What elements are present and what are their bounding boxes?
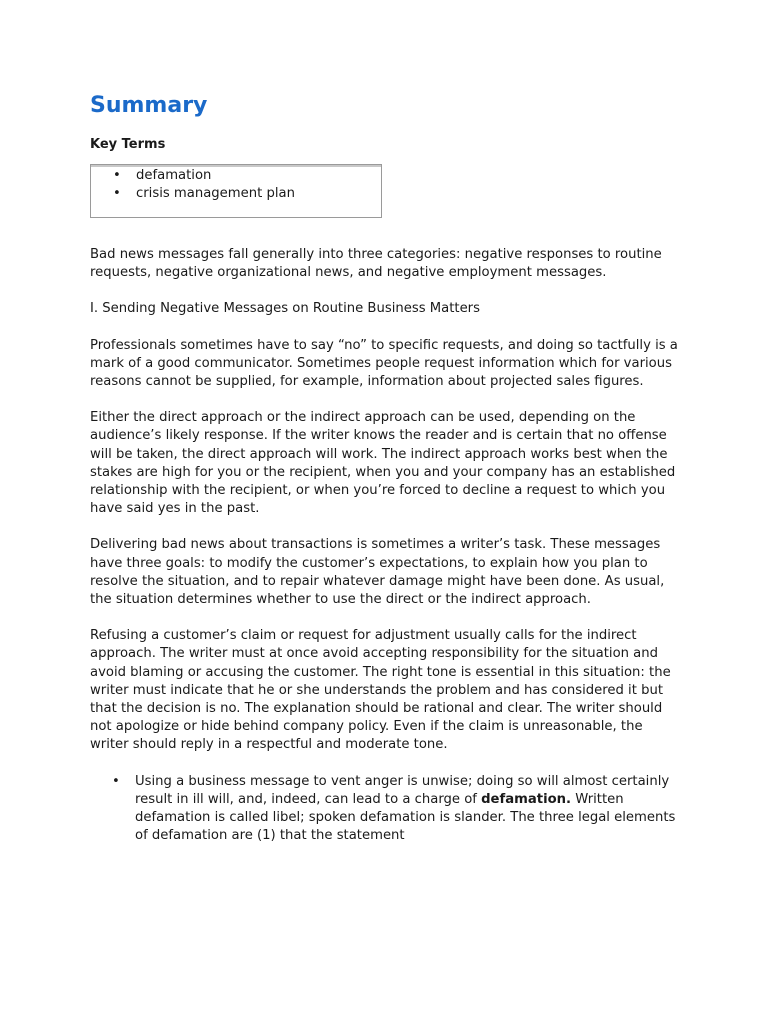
body-paragraph: Refusing a customer’s claim or request for adjustment usually calls for the indirect approach. The writer must at once avoid accepting responsibility for the situation and avoid blaming or accusing the customer. The right tone is essential in this situation: the writer must indicate that he or she understands the problem and has considered it but that the decision is no. The explanation should be rational and clear. The writer should not apologize or hide behind company policy. Even if the claim is unreasonable, the writer should reply in a respectful and moderate tone.: [90, 628, 671, 753]
bullet-item: [135, 773, 680, 845]
key-terms-list: [91, 167, 381, 203]
intro-paragraph: Bad news messages fall generally into three categories: negative responses to routine requests, negative organizational news, and negative employment messages.: [90, 247, 662, 281]
defamation-term: defamation.: [481, 791, 572, 807]
body-paragraph: Delivering bad news about transactions is sometimes a writer’s task. These messages have three goals: to modify the customer’s expectations, to explain how you plan to resolve the situation, and to repair whatever damage might have been done. As usual, the situation determines whether to use the direct or the indirect approach.: [90, 537, 665, 608]
key-term-item: • crisis management plan: [136, 185, 381, 203]
body-paragraph: Either the direct approach or the indirect approach can be used, depending on the audience’s likely response. If the writer knows the reader and is certain that no offense will be taken, the direct approach will work. The indirect approach works best when the stakes are high for you or the recipient, when you and your company has an established relationship with the recipient, or when you’re forced to decline a request to which you have said yes in the past.: [90, 410, 676, 517]
key-terms-box: [90, 164, 382, 218]
key-term-item: • defamation: [136, 167, 381, 185]
document-page: [90, 90, 680, 845]
bullet-text-end: Written defamation is called libel; spoken defamation is slander. The three legal elements of defamation are (1) that the statement: [135, 791, 676, 843]
bullet-list: [90, 773, 680, 845]
bullet-text-start: Using a business message to vent anger is unwise; doing so will almost certainly result in ill will, and, indeed, can lead to a charge of: [135, 773, 670, 807]
page-title: Summary: [90, 93, 208, 118]
body-paragraph: Professionals sometimes have to say “no” to specific requests, and doing so tactfully is a mark of a good communicator. Sometimes people request information which for various reasons cannot be supplied, for example, information about projected sales figures.: [90, 337, 678, 390]
key-terms-heading: Key Terms: [90, 137, 166, 152]
section-heading: I. Sending Negative Messages on Routine Business Matters: [90, 301, 480, 317]
